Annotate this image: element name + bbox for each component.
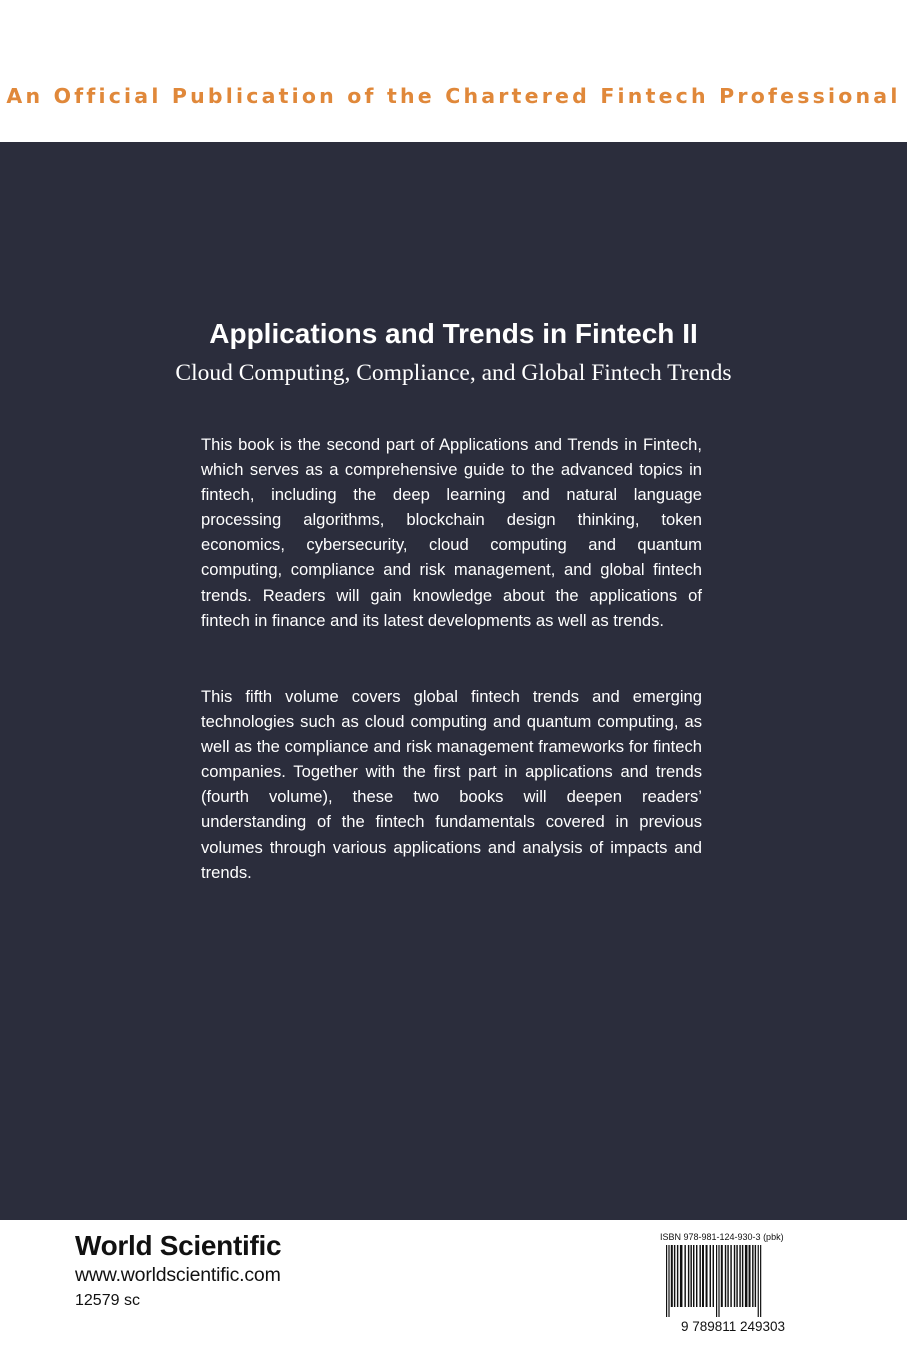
barcode-bar (721, 1245, 723, 1307)
isbn-label: ISBN 978-981-124-930-3 (pbk) (660, 1232, 784, 1242)
barcode-bar (684, 1245, 685, 1307)
header-band (0, 0, 907, 142)
publisher-name: World Scientific (75, 1230, 282, 1261)
barcode-digits: 9 789811 249303 (680, 1319, 786, 1333)
barcode-bar (690, 1245, 691, 1307)
book-title: Applications and Trends in Fintech II (209, 318, 698, 349)
barcode-bar (725, 1245, 726, 1307)
barcode-bar (677, 1245, 678, 1307)
catalog-code: 12579 sc (75, 1292, 140, 1309)
barcode-bar (745, 1245, 748, 1307)
blurb-paragraph: This fifth volume covers global fintech trends and emerging technologies such as cloud computing and quantum computing, as well as the compliance and risk management frameworks for fintech companies. Together with the first part in applications and trends (fourth volume), these two books will deepen readers’ understanding of the fintech fundamentals covered in previous volumes through various applications and analysis of impacts and trends. (201, 687, 702, 882)
barcode-bar (674, 1245, 675, 1307)
barcode-bar (752, 1245, 753, 1307)
barcode-bar (739, 1245, 740, 1307)
barcode-bar (718, 1245, 719, 1317)
publication-tagline: An Official Publication of the Chartered Fintech Professional (6, 84, 901, 108)
barcode-bar (713, 1245, 714, 1307)
barcode-bar (716, 1245, 717, 1317)
barcode-bar (666, 1245, 667, 1317)
barcode-bar (730, 1245, 731, 1307)
barcode-bar (755, 1245, 756, 1307)
publisher-url: www.worldscientific.com (75, 1264, 281, 1286)
barcode-bar (702, 1245, 704, 1307)
barcode-bar (696, 1245, 697, 1307)
isbn-barcode (654, 1232, 812, 1332)
barcode-bar (758, 1245, 759, 1317)
barcode-bar (734, 1245, 735, 1307)
book-subtitle: Cloud Computing, Compliance, and Global Fintech Trends (175, 360, 732, 386)
blurb-paragraph: This book is the second part of Applications and Trends in Fintech, which serves as a comprehensive guide to the advanced topics in fintech, including the deep learning and natural language processing algorithms, blockchain design thinking, token economics, cybersecurity, cloud computing and quantum computing, compliance and risk management, and global fintech trends. Readers will gain knowledge about the applications of fintech in finance and its latest developments as well as trends. (201, 435, 702, 630)
barcode-bar (749, 1245, 751, 1307)
barcode-bar (671, 1245, 673, 1307)
back-cover-panel (0, 142, 907, 1220)
barcode-bar (693, 1245, 694, 1307)
barcode-bar (668, 1245, 669, 1317)
footer-band (0, 1220, 907, 1360)
barcode-bar (727, 1245, 728, 1307)
barcode-bar (699, 1245, 700, 1307)
barcode-bar (736, 1245, 737, 1307)
barcode-bar (706, 1245, 708, 1307)
barcode-bar (680, 1245, 683, 1307)
barcode-icon (654, 1245, 812, 1333)
barcode-bar (710, 1245, 711, 1307)
barcode-bar (688, 1245, 689, 1307)
barcode-bar (742, 1245, 743, 1307)
barcode-bar (760, 1245, 761, 1317)
